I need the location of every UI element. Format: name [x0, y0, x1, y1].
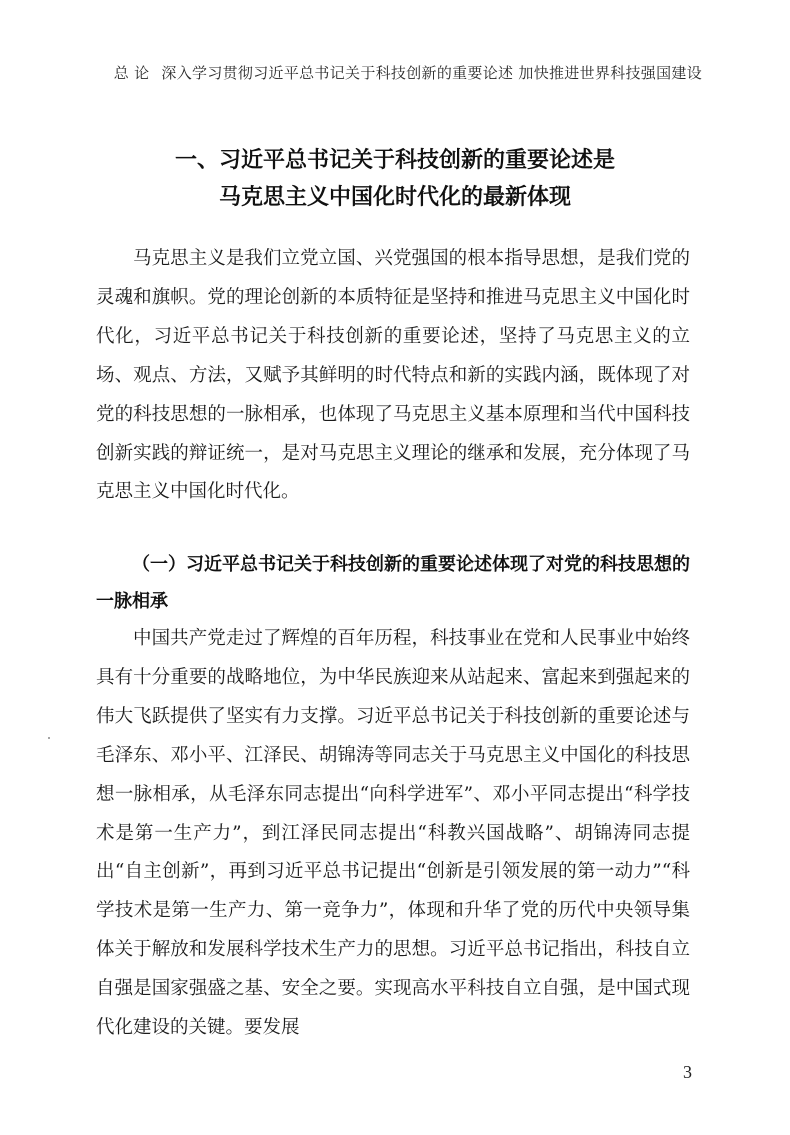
history-paragraph: 中国共产党走过了辉煌的百年历程，科技事业在党和人民事业中始终具有十分重要的战略地位，为中华民族迎来从站起来、富起来到强起来的伟大飞跃提供了坚实有力支撑。习近平总书记关于科技创新的重要论述与毛泽东、邓小平、江泽民、胡锦涛等同志关于马克思主义中国化的科技思想一脉相承，从毛泽东同志提出“向科学进军”、邓小平同志提出“科学技术是第一生产力”，到江泽民同志提出“科教兴国战略”、胡锦涛同志提出“自主创新”，再到习近平总书记提出“创新是引领发展的第一动力”“科学技术是第一生产力、第一竞争力”，体现和升华了党的历代中央领导集体关于解放和发展科学技术生产力的思想。习近平总书记指出，科技自立自强是国家强盛之基、安全之要。实现高水平科技自立自强，是中国式现代化建设的关键。要发展	[96, 628, 690, 1039]
page-number: 3	[683, 1062, 692, 1082]
section-title-line-1: 一、习近平总书记关于科技创新的重要论述是	[174, 148, 615, 173]
intro-paragraph: 马克思主义是我们立党立国、兴党强国的根本指导思想，是我们党的灵魂和旗帜。党的理论创新的本质特征是坚持和推进马克思主义中国化时代化，习近平总书记关于科技创新的重要论述，坚持了马克思主义的立场、观点、方法，又赋予其鲜明的时代特点和新的实践内涵，既体现了对党的科技思想的一脉相承，也体现了马克思主义基本原理和当代中国科技创新实践的辩证统一，是对马克思主义理论的继承和发展，充分体现了马克思主义中国化时代化。	[96, 248, 690, 503]
header-part-label: 总 论	[113, 64, 150, 82]
scan-speck	[48, 737, 50, 739]
section-title	[60, 142, 730, 216]
section-title-line-2: 马克思主义中国化时代化的最新体现	[218, 185, 571, 210]
subsection-heading: （一）习近平总书记关于科技创新的重要论述体现了对党的科技思想的一脉相承	[96, 554, 690, 612]
header-chapter-title: 深入学习贯彻习近平总书记关于科技创新的重要论述 加快推进世界科技强国建设	[161, 64, 702, 82]
running-header	[60, 62, 702, 83]
